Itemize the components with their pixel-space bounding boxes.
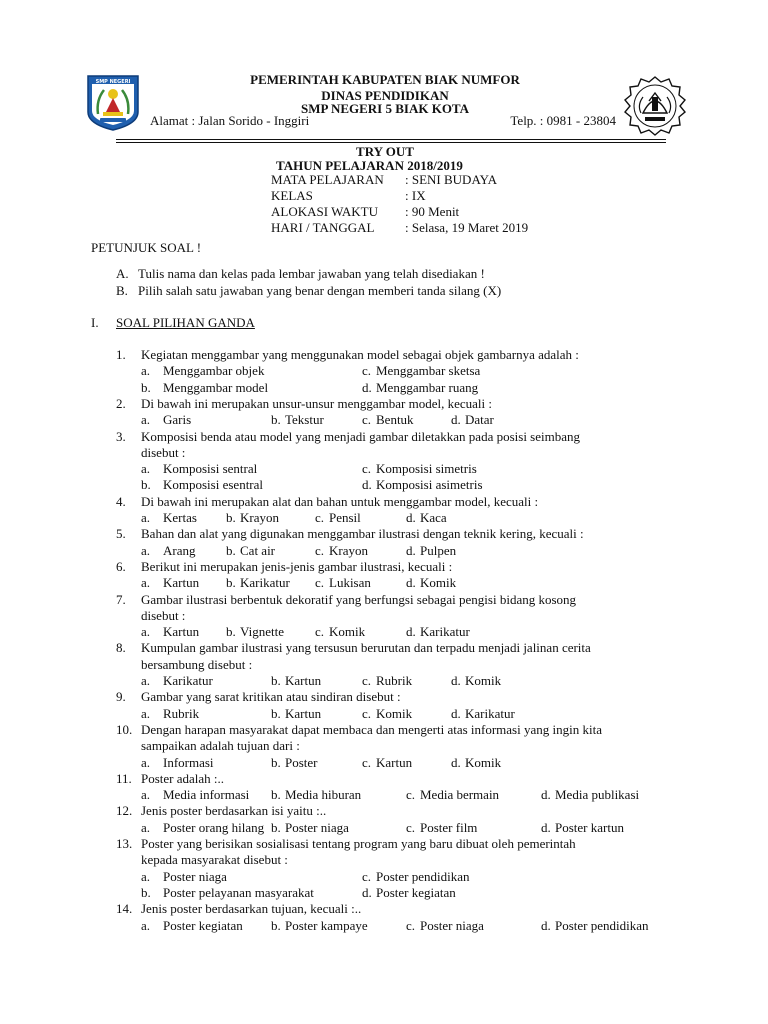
header-agency: DINAS PENDIDIKAN (321, 88, 449, 103)
option-letter: a. (141, 575, 151, 591)
option-text: Media hiburan (285, 787, 362, 803)
option-letter: d. (362, 379, 372, 395)
exam-meta-value: : IX (405, 188, 426, 203)
question-number: 3. (116, 428, 126, 444)
option-letter: a. (141, 787, 151, 803)
option-text: Cat air (240, 542, 276, 558)
question-number: 5. (116, 526, 126, 542)
exam-meta-row (271, 220, 528, 236)
option-text: Vignette (240, 624, 284, 640)
option-text: Poster niaga (420, 917, 484, 933)
option-text: Poster pendidikan (555, 917, 649, 933)
option-text: Menggambar model (163, 379, 269, 395)
option-text: Krayon (329, 542, 368, 558)
option-letter: b. (271, 819, 281, 835)
option-text: Poster niaga (285, 819, 349, 835)
exam-year: TAHUN PELAJARAN 2018/2019 (276, 158, 463, 173)
option-letter: b. (141, 477, 151, 493)
option-text: Karikatur (420, 624, 470, 640)
option-text: Bentuk (376, 412, 414, 428)
option-text: Poster kampaye (285, 917, 368, 933)
option-letter: c. (315, 624, 325, 640)
question-text: sampaikan adalah tujuan dari : (141, 738, 300, 754)
option-text: Pulpen (420, 542, 457, 558)
option-text: Menggambar ruang (376, 379, 479, 395)
option-text: Poster film (420, 819, 478, 835)
question-text: Di bawah ini merupakan alat dan bahan untuk menggambar model, kecuali : (141, 493, 539, 509)
question-number: 9. (116, 689, 126, 705)
option-text: Kartun (163, 624, 200, 640)
option-text: Komik (329, 624, 366, 640)
option-text: Poster kegiatan (163, 917, 243, 933)
option-letter: c. (362, 461, 372, 477)
option-letter: d. (362, 884, 372, 900)
svg-text:SMP NEGERI: SMP NEGERI (95, 79, 131, 85)
exam-meta-value: : Selasa, 19 Maret 2019 (405, 220, 529, 235)
option-text: Poster pendidikan (376, 868, 470, 884)
question-text: bersambung disebut : (141, 656, 253, 672)
section-title: SOAL PILIHAN GANDA (116, 315, 255, 330)
option-letter: a. (141, 510, 151, 525)
question-number: 11. (116, 770, 132, 786)
option-letter: c. (315, 510, 325, 525)
option-letter: c. (406, 917, 416, 933)
option-letter: a. (141, 542, 151, 558)
option-text: Poster niaga (163, 868, 227, 884)
question-text: Poster yang berisikan sosialisasi tentang program yang baru dibuat oleh pemerintah (141, 836, 576, 851)
option-letter: a. (141, 461, 151, 477)
option-text: Tekstur (285, 412, 324, 428)
option-letter: d. (451, 412, 461, 428)
question-text: Jenis poster berdasarkan isi yaitu :.. (141, 803, 327, 819)
exam-meta-row (271, 204, 459, 220)
option-letter: d. (451, 705, 461, 721)
address: Alamat : Jalan Sorido - Inggiri (150, 113, 310, 128)
option-text: Garis (163, 412, 192, 428)
option-letter: c. (406, 819, 416, 835)
option-letter: b. (271, 673, 281, 688)
option-letter: c. (406, 787, 416, 803)
question-text: Jenis poster berdasarkan tujuan, kecuali :.. (141, 901, 362, 917)
school-emblem-left (84, 72, 142, 132)
option-letter: c. (362, 673, 372, 688)
option-letter: c. (362, 705, 372, 721)
option-letter: a. (141, 819, 151, 835)
option-letter: a. (141, 673, 151, 688)
exam-meta-key: MATA PELAJARAN (271, 172, 384, 187)
question-number: 8. (116, 640, 126, 656)
exam-meta-row (271, 172, 497, 188)
header-school: SMP NEGERI 5 BIAK KOTA (300, 101, 470, 116)
question-text: Kumpulan gambar ilustrasi yang tersusun berurutan dan terpadu menjadi jalinan cerita (141, 640, 591, 656)
option-text: Media publikasi (555, 787, 640, 803)
option-text: Kartun (285, 705, 322, 721)
question-number: 12. (116, 803, 133, 819)
option-text: Rubrik (376, 673, 413, 688)
option-letter: a. (141, 868, 151, 884)
option-text: Media informasi (163, 787, 250, 803)
option-letter: a. (141, 917, 151, 933)
option-letter: d. (406, 542, 416, 558)
question-text: Kegiatan menggambar yang menggunakan model sebagai objek gambarnya adalah : (141, 347, 579, 362)
option-text: Media bermain (420, 787, 500, 803)
address-line (150, 113, 620, 129)
option-letter: a. (141, 363, 151, 379)
option-letter: c. (362, 363, 372, 379)
question-text: kepada masyarakat disebut : (141, 852, 288, 868)
option-text: Arang (163, 542, 196, 558)
option-text: Poster kartun (555, 819, 624, 835)
option-letter: c. (362, 868, 372, 884)
option-letter: b. (226, 542, 236, 558)
option-letter: c. (362, 754, 372, 770)
option-text: Karikatur (163, 673, 213, 688)
option-letter: d. (541, 819, 551, 835)
option-text: Poster orang hilang (163, 819, 265, 835)
option-text: Komposisi esentral (163, 477, 264, 493)
question-number: 2. (116, 395, 126, 411)
question-number: 13. (116, 836, 133, 851)
exam-meta-key: HARI / TANGGAL (271, 220, 375, 235)
header-divider-thick (116, 139, 666, 140)
question-text: Berikut ini merupakan jenis-jenis gambar ilustrasi, kecuali : (141, 558, 453, 574)
question-number: 6. (116, 558, 126, 574)
option-text: Karikatur (240, 575, 290, 591)
question-text: disebut : (141, 444, 186, 460)
option-text: Pensil (329, 510, 361, 525)
option-letter: d. (406, 624, 416, 640)
option-text: Datar (465, 412, 494, 428)
exam-title: TRY OUT (356, 144, 414, 159)
question-text: Bahan dan alat yang digunakan menggambar ilustrasi dengan teknik kering, kecuali : (141, 526, 584, 542)
option-letter: c. (315, 575, 325, 591)
option-text: Kertas (163, 510, 197, 525)
option-text: Kaca (420, 510, 447, 525)
question-text: Gambar ilustrasi berbentuk dekoratif yang berfungsi sebagai pengisi bidang kosong (141, 591, 577, 607)
option-letter: a. (141, 705, 151, 721)
option-letter: b. (141, 884, 151, 900)
option-letter: b. (271, 917, 281, 933)
question-text: Poster adalah :.. (141, 770, 225, 786)
instruction-text: Pilih salah satu jawaban yang benar dengan memberi tanda silang (X) (138, 283, 502, 298)
option-letter: d. (362, 477, 372, 493)
instructions-title: PETUNJUK SOAL ! (91, 240, 202, 255)
option-letter: d. (406, 510, 416, 525)
option-letter: d. (406, 575, 416, 591)
option-text: Poster kegiatan (376, 884, 456, 900)
option-letter: d. (451, 754, 461, 770)
section-number: I. (91, 315, 99, 330)
exam-meta-row (271, 188, 426, 204)
exam-meta-key: ALOKASI WAKTU (271, 204, 379, 219)
question-number: 10. (116, 721, 133, 737)
option-text: Kartun (285, 673, 322, 688)
option-text: Komposisi sentral (163, 461, 258, 477)
option-text: Poster (285, 754, 318, 770)
option-text: Rubrik (163, 705, 200, 721)
option-text: Kartun (163, 575, 200, 591)
option-letter: b. (271, 412, 281, 428)
phone: Telp. : 0981 - 23804 (510, 113, 616, 128)
option-text: Komik (465, 754, 502, 770)
option-text: Krayon (240, 510, 279, 525)
option-letter: b. (226, 624, 236, 640)
tut-wuri-handayani-emblem (623, 75, 687, 137)
option-text: Karikatur (465, 705, 515, 721)
option-letter: c. (362, 412, 372, 428)
option-letter: c. (315, 542, 325, 558)
question-number: 4. (116, 493, 126, 509)
option-text: Kartun (376, 754, 413, 770)
option-text: Poster pelayanan masyarakat (163, 884, 314, 900)
option-letter: b. (271, 754, 281, 770)
option-text: Lukisan (329, 575, 371, 591)
header-government: PEMERINTAH KABUPATEN BIAK NUMFOR (250, 72, 520, 87)
option-letter: a. (141, 754, 151, 770)
exam-meta-key: KELAS (271, 188, 313, 203)
option-letter: d. (541, 787, 551, 803)
exam-meta-value: : SENI BUDAYA (405, 172, 497, 187)
header-divider-thin (116, 142, 666, 143)
option-text: Komik (376, 705, 413, 721)
question-text: disebut : (141, 607, 186, 623)
option-letter: d. (451, 673, 461, 688)
option-text: Komik (420, 575, 457, 591)
question-text: Gambar yang sarat kritikan atau sindiran disebut : (141, 689, 401, 705)
instruction-marker: A. (116, 266, 129, 281)
option-letter: b. (271, 705, 281, 721)
question-text: Di bawah ini merupakan unsur-unsur menggambar model, kecuali : (141, 395, 492, 411)
option-letter: b. (226, 575, 236, 591)
option-text: Menggambar objek (163, 363, 265, 379)
question-text: Dengan harapan masyarakat dapat membaca dan mengerti atas informasi yang ingin kita (141, 721, 602, 737)
option-letter: a. (141, 624, 151, 640)
option-letter: b. (141, 379, 151, 395)
instruction-text: Tulis nama dan kelas pada lembar jawaban yang telah disediakan ! (138, 266, 485, 281)
option-text: Komposisi simetris (376, 461, 477, 477)
question-text: Komposisi benda atau model yang menjadi gambar diletakkan pada posisi seimbang (141, 428, 581, 444)
option-letter: b. (226, 510, 236, 525)
option-letter: d. (541, 917, 551, 933)
option-letter: a. (141, 412, 151, 428)
question-number: 7. (116, 591, 126, 607)
option-text: Informasi (163, 754, 214, 770)
option-text: Komposisi asimetris (376, 477, 483, 493)
option-letter: b. (271, 787, 281, 803)
instruction-marker: B. (116, 283, 128, 298)
exam-meta-value: : 90 Menit (405, 204, 460, 219)
question-number: 14. (116, 901, 133, 917)
option-text: Menggambar sketsa (376, 363, 481, 379)
question-number: 1. (116, 347, 126, 362)
option-text: Komik (465, 673, 502, 688)
